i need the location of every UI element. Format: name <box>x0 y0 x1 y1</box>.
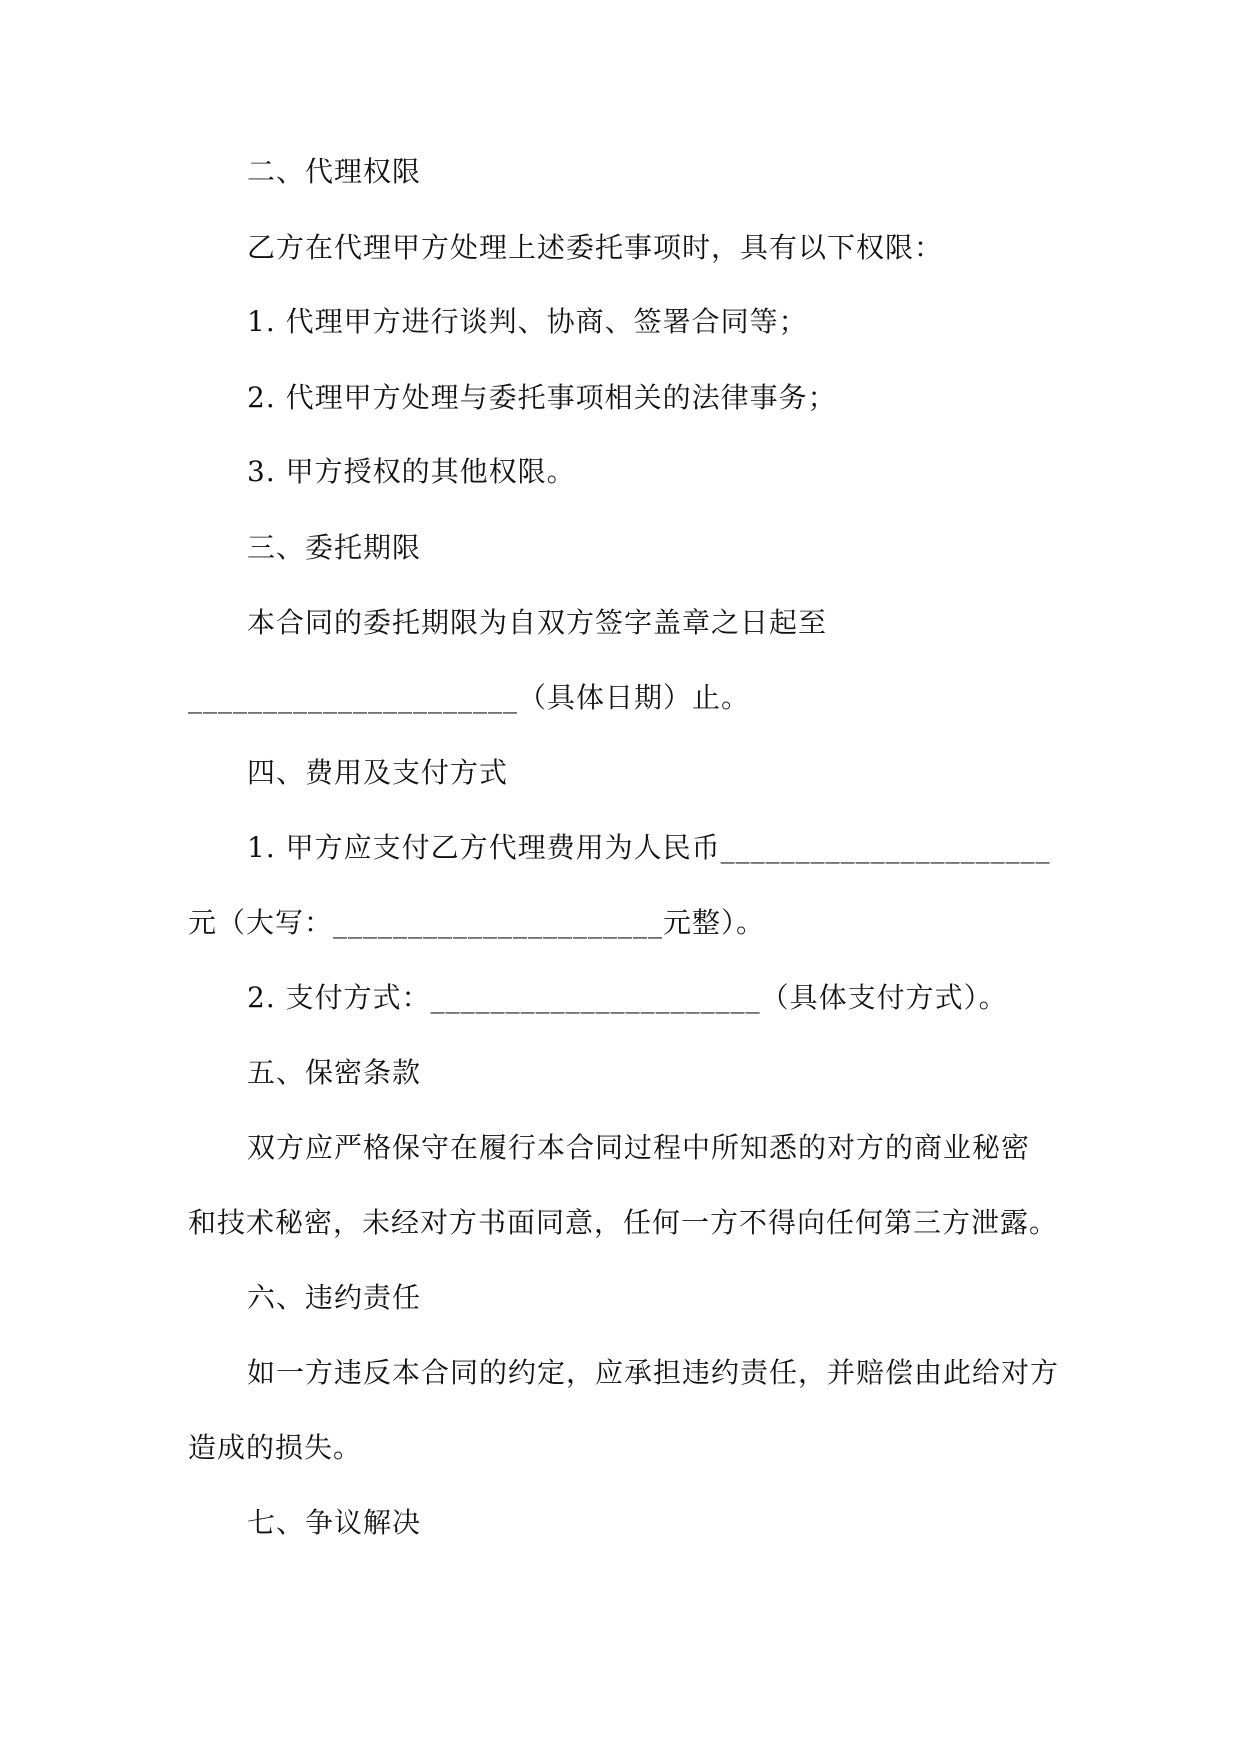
list-item-fee-amount-continued: 元（大写：______________________元整）。 <box>188 906 766 939</box>
section-heading-liability: 六、违约责任 <box>247 1281 422 1314</box>
paragraph-confidentiality: 双方应严格保守在履行本合同过程中所知悉的对方的商业秘密 <box>247 1131 1031 1164</box>
section-heading-fees: 四、费用及支付方式 <box>247 756 509 789</box>
section-heading-term: 三、委托期限 <box>247 531 422 564</box>
section-heading-agency-authority: 二、代理权限 <box>247 155 422 188</box>
paragraph-liability: 如一方违反本合同的约定，应承担违约责任，并赔偿由此给对方 <box>247 1356 1060 1389</box>
list-item-authority-1: 1. 代理甲方进行谈判、协商、签署合同等； <box>247 305 808 338</box>
list-item-authority-2: 2. 代理甲方处理与委托事项相关的法律事务； <box>247 381 837 414</box>
section-heading-confidentiality: 五、保密条款 <box>247 1056 422 1089</box>
paragraph-term-continued: ______________________（具体日期）止。 <box>188 681 751 714</box>
section-heading-dispute: 七、争议解决 <box>247 1506 422 1539</box>
paragraph-authority-intro: 乙方在代理甲方处理上述委托事项时，具有以下权限： <box>247 231 944 264</box>
list-item-fee-amount: 1. 甲方应支付乙方代理费用为人民币______________________ <box>247 831 1051 864</box>
paragraph-term: 本合同的委托期限为自双方签字盖章之日起至 <box>247 606 828 639</box>
paragraph-confidentiality-continued: 和技术秘密，未经对方书面同意，任何一方不得向任何第三方泄露。 <box>188 1206 1059 1239</box>
list-item-payment-method: 2. 支付方式：______________________（具体支付方式）。 <box>247 981 1008 1014</box>
list-item-authority-3: 3. 甲方授权的其他权限。 <box>247 455 576 488</box>
paragraph-liability-continued: 造成的损失。 <box>188 1431 363 1464</box>
